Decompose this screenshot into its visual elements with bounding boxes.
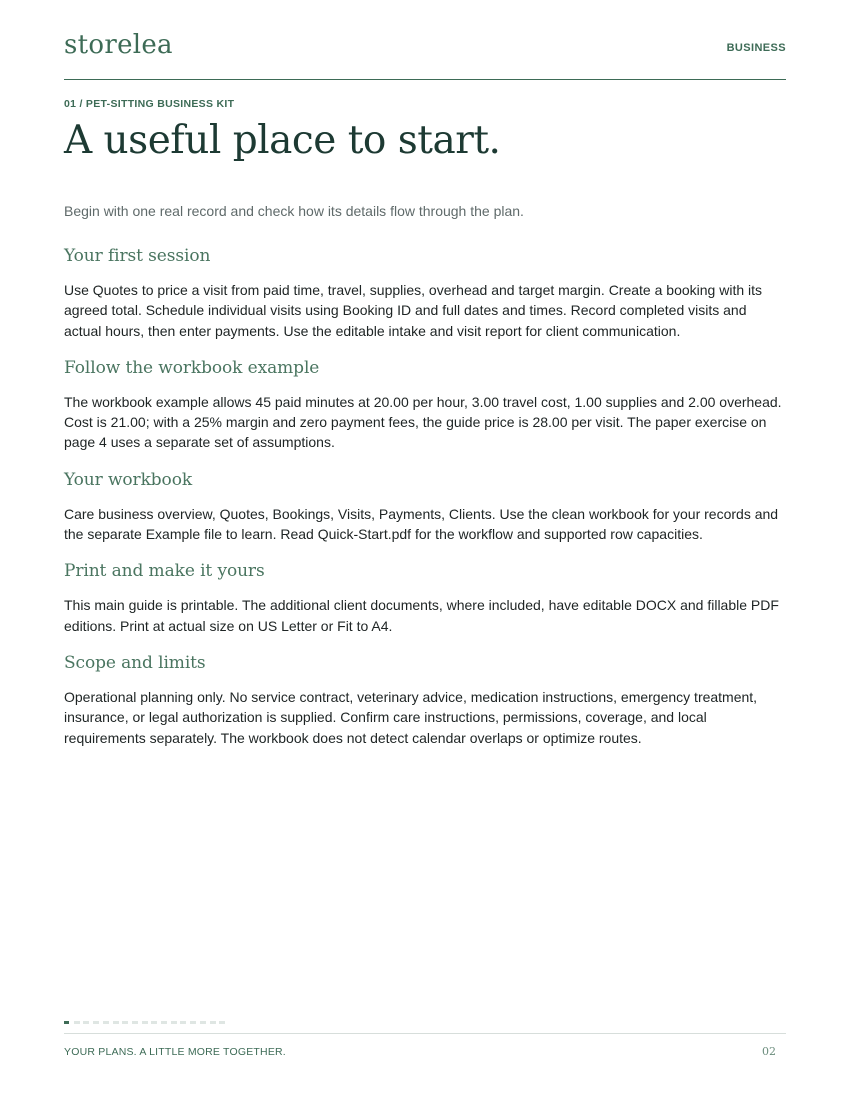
progress-dot — [210, 1021, 216, 1024]
page-title: A useful place to start. — [64, 118, 501, 163]
section-heading: Print and make it yours — [64, 561, 265, 582]
section-heading: Your workbook — [64, 469, 193, 490]
progress-dot — [83, 1021, 89, 1024]
footer-tagline: YOUR PLANS. A LITTLE MORE TOGETHER. — [64, 1046, 286, 1058]
section-heading: Your first session — [64, 246, 211, 266]
progress-dot — [200, 1021, 206, 1024]
progress-dot — [74, 1021, 80, 1024]
section-print — [64, 561, 786, 636]
progress-dot — [64, 1021, 69, 1024]
section-scope — [64, 653, 786, 748]
header-divider — [64, 79, 786, 80]
section-workbook-example — [64, 358, 786, 453]
section-heading: Scope and limits — [64, 652, 206, 673]
progress-dot — [122, 1021, 128, 1024]
section-body: Operational planning only. No service contract, veterinary advice, medication instructions, emergency treatment, insurance, or legal authorization is supplied. Confirm care instructions, permissions, coverage, and local requirements separately. The workbook does not detect calendar overlaps or optimize routes. — [64, 688, 758, 746]
progress-dot — [190, 1021, 196, 1024]
intro-text: Begin with one real record and check how its details flow through the plan. — [64, 203, 524, 219]
content-sections — [64, 246, 786, 765]
progress-dot — [103, 1021, 109, 1024]
section-kicker: 01 / PET-SITTING BUSINESS KIT — [64, 98, 235, 110]
category-label: BUSINESS — [726, 42, 786, 54]
progress-dot — [180, 1021, 186, 1024]
progress-dot — [142, 1021, 148, 1024]
section-your-workbook — [64, 470, 786, 545]
footer-divider — [64, 1033, 786, 1034]
progress-dot — [161, 1021, 167, 1024]
progress-dot — [171, 1021, 177, 1024]
section-body: Use Quotes to price a visit from paid time, travel, supplies, overhead and target margin. Create a booking with its agreed total. Schedule individual visits using Booking ID and full dates and times. Record completed visits and actual hours, then enter payments. Use the editable intake and visit report for client communication. — [64, 282, 763, 339]
progress-dot — [93, 1021, 99, 1024]
section-heading: Follow the workbook example — [64, 357, 320, 378]
section-body: This main guide is printable. The additional client documents, where included, have editable DOCX and fillable PDF editions. Print at actual size on US Letter or Fit to A4. — [64, 597, 779, 634]
progress-dot — [113, 1021, 119, 1024]
section-body: Care business overview, Quotes, Bookings, Visits, Payments, Clients. Use the clean workbook for your records and the separate Example file to learn. Read Quick-Start.pdf for the workflow and supported row capacities. — [64, 505, 779, 543]
brand-logo: storelea — [64, 30, 173, 60]
progress-dot — [151, 1021, 157, 1024]
page — [64, 0, 786, 1100]
progress-dot — [219, 1021, 225, 1024]
progress-dot — [132, 1021, 138, 1024]
section-first-session — [64, 246, 786, 341]
page-number: 02 — [762, 1045, 776, 1058]
section-body: The workbook example allows 45 paid minutes at 20.00 per hour, 3.00 travel cost, 1.00 supplies and 2.00 overhead. Cost is 21.00; with a 25% margin and zero payment fees, the guide price is 28.00 per visit. The paper exercise on page 4 uses a separate set of assumptions. — [64, 393, 782, 451]
